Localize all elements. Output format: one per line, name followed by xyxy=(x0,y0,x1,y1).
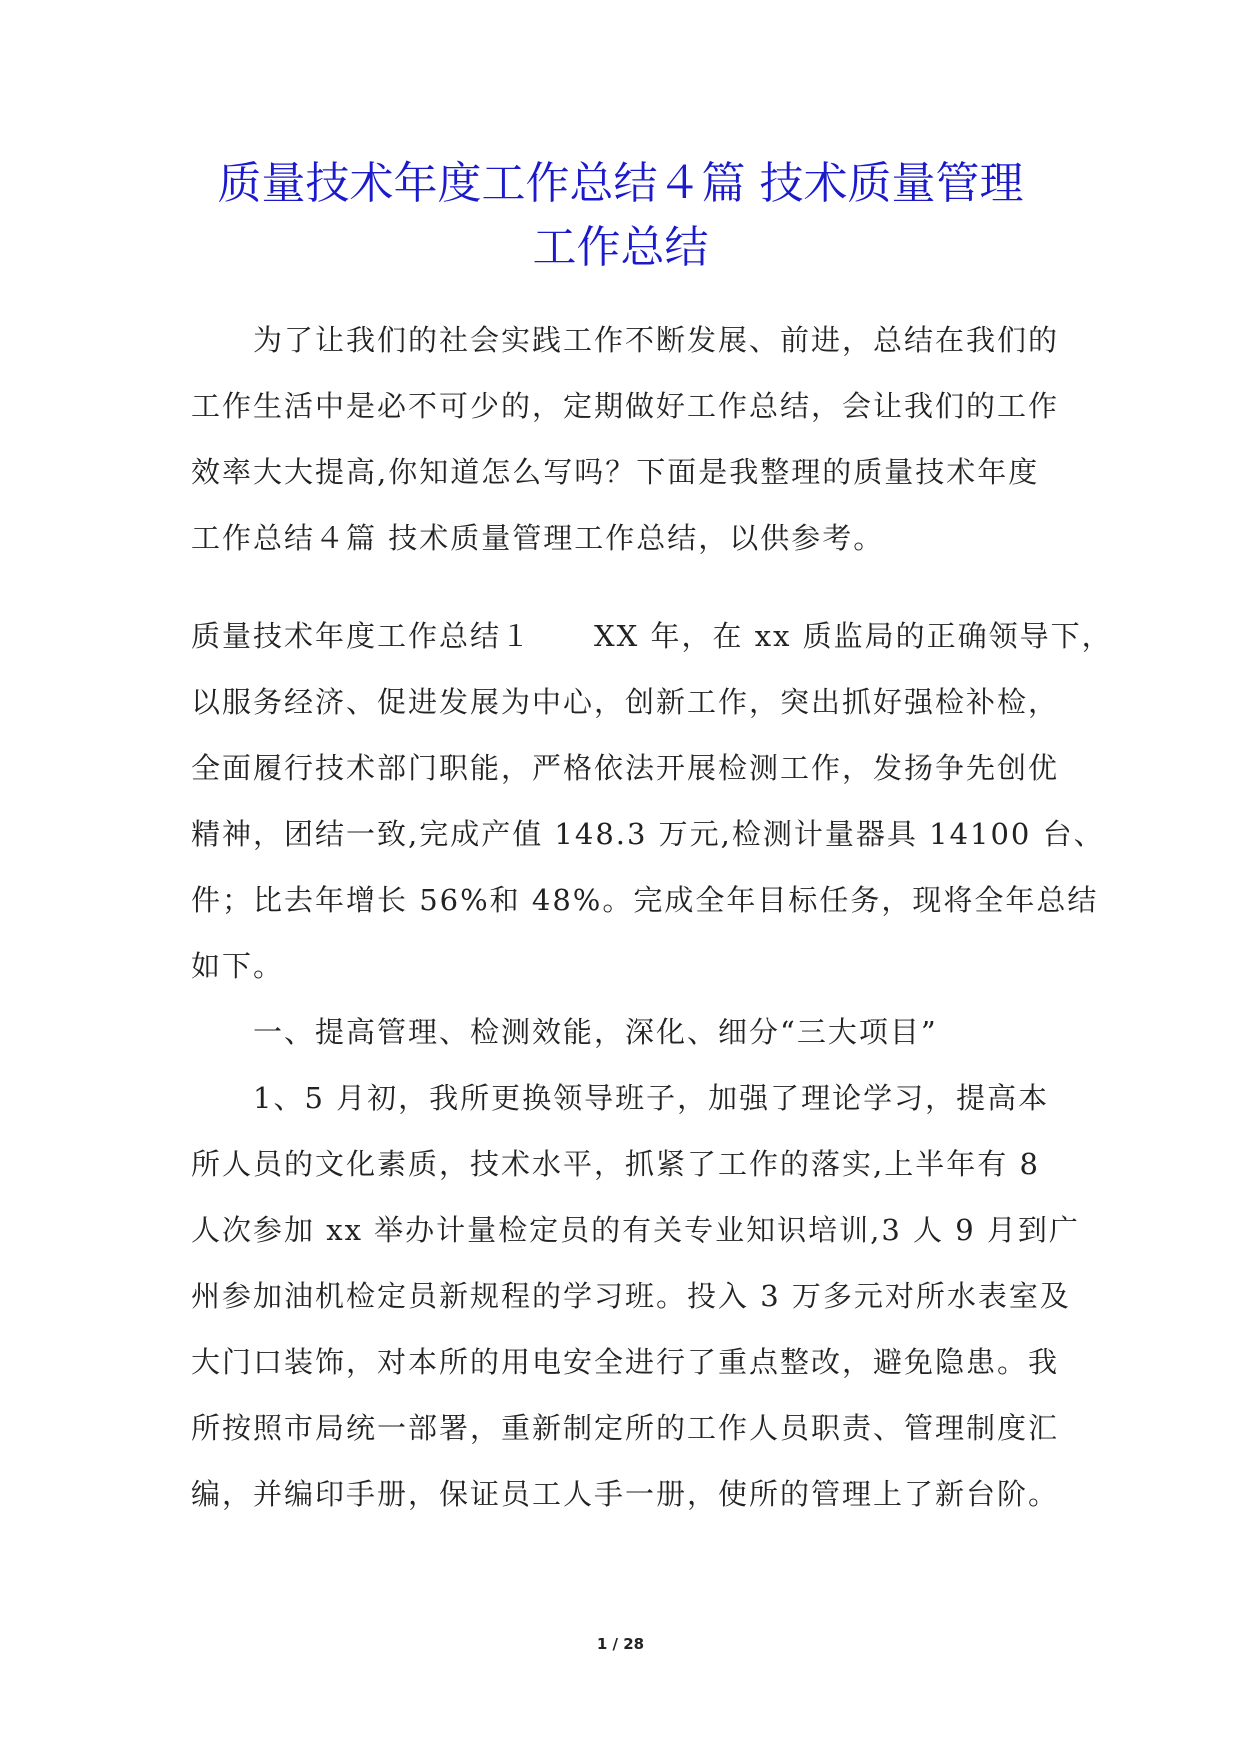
text-line: 州参加油机检定员新规程的学习班。投入 3 万多元对所水表室及 xyxy=(191,1279,1071,1313)
item-1-paragraph xyxy=(191,1065,1080,1527)
text-line: 如下。 xyxy=(191,949,285,983)
text-line: 质量技术年度工作总结１ XX 年，在 xx 质监局的正确领导下， xyxy=(191,619,1113,653)
text-line: 全面履行技术部门职能，严格依法开展检测工作，发扬争先创优 xyxy=(191,751,1060,785)
text-line: 大门口装饰，对本所的用电安全进行了重点整改，避免隐患。我 xyxy=(191,1345,1060,1379)
title-line-1: 质量技术年度工作总结４篇 技术质量管理 xyxy=(217,158,1024,209)
text-line: 所人员的文化素质，技术水平，抓紧了工作的落实,上半年有 8 xyxy=(191,1147,1040,1181)
title-line-2: 工作总结 xyxy=(532,222,709,273)
text-line: 件；比去年增长 56%和 48%。完成全年目标任务，现将全年总结 xyxy=(191,883,1099,917)
text-line: 精神，团结一致,完成产值 148.3 万元,检测计量器具 14100 台、 xyxy=(191,817,1105,851)
text-line: 所按照市局统一部署，重新制定所的工作人员职责、管理制度汇 xyxy=(191,1411,1060,1445)
text-line: 以服务经济、促进发展为中心，创新工作，突出抓好强检补检， xyxy=(191,685,1060,719)
text-line: 为了让我们的社会实践工作不断发展、前进，总结在我们的 xyxy=(191,323,1060,357)
intro-paragraph xyxy=(191,307,1061,571)
section-heading xyxy=(191,999,1061,1065)
text-line: 编，并编印手册，保证员工人手一册，使所的管理上了新台阶。 xyxy=(191,1477,1060,1511)
page-number: 1 / 28 xyxy=(596,1635,645,1653)
text-line: 工作总结４篇 技术质量管理工作总结，以供参考。 xyxy=(191,521,885,555)
text-line: 工作生活中是必不可少的，定期做好工作总结，会让我们的工作 xyxy=(191,389,1060,423)
document-title xyxy=(160,152,1081,280)
heading-line: 一、提高管理、检测效能，深化、细分“三大项目” xyxy=(191,1015,938,1049)
text-line: 效率大大提高,你知道怎么写吗？下面是我整理的质量技术年度 xyxy=(191,455,1040,489)
section-1-paragraph xyxy=(191,603,1113,999)
text-line: 1、5 月初，我所更换领导班子，加强了理论学习，提高本 xyxy=(191,1081,1050,1115)
text-line: 人次参加 xx 举办计量检定员的有关专业知识培训,3 人 9 月到广 xyxy=(191,1213,1080,1247)
